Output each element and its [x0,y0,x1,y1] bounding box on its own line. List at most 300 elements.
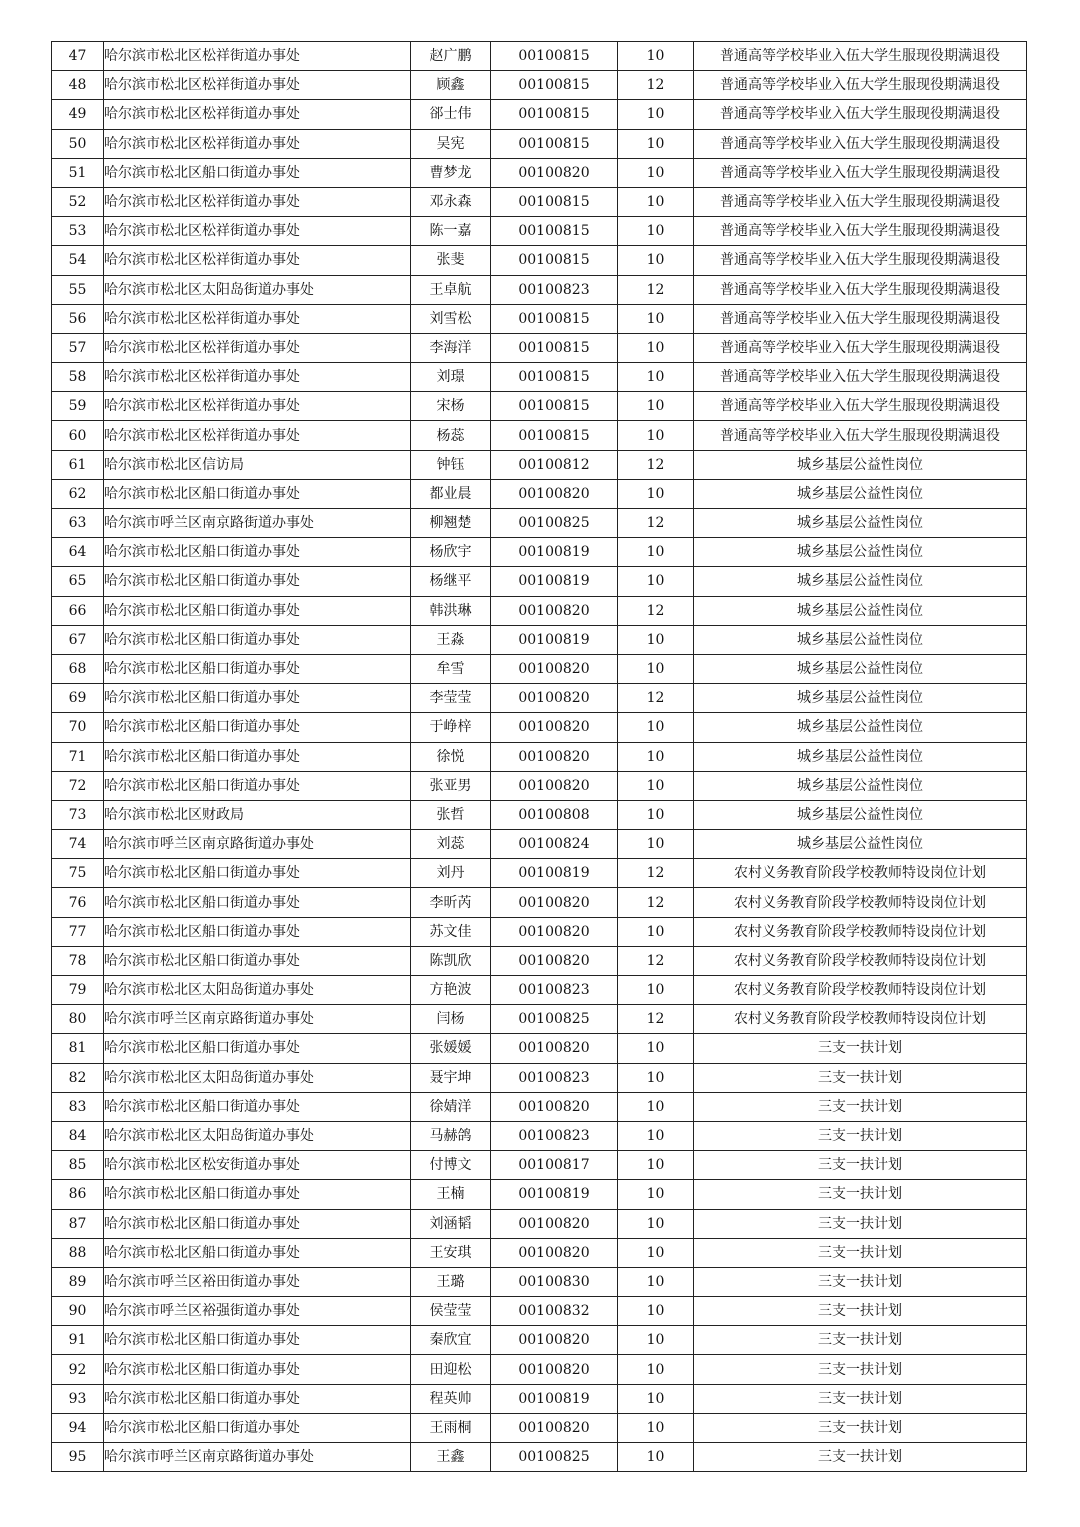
category: 普通高等学校毕业入伍大学生服现役期满退役 [694,304,1027,333]
position-code: 00100820 [491,742,618,771]
category: 城乡基层公益性岗位 [694,567,1027,596]
category: 普通高等学校毕业入伍大学生服现役期满退役 [694,363,1027,392]
row-number: 58 [52,363,104,392]
row-number: 72 [52,771,104,800]
bonus-score: 10 [618,713,694,742]
unit-name: 哈尔滨市松北区太阳岛街道办事处 [104,1121,411,1150]
unit-name: 哈尔滨市松北区松祥街道办事处 [104,71,411,100]
position-code: 00100820 [491,713,618,742]
person-name: 曹梦龙 [411,158,491,187]
row-number: 82 [52,1063,104,1092]
unit-name: 哈尔滨市松北区船口街道办事处 [104,625,411,654]
bonus-score: 10 [618,1326,694,1355]
person-name: 李莹莹 [411,684,491,713]
unit-name: 哈尔滨市松北区船口街道办事处 [104,713,411,742]
bonus-score: 10 [618,742,694,771]
row-number: 68 [52,654,104,683]
bonus-score: 10 [618,1063,694,1092]
person-name: 聂宇坤 [411,1063,491,1092]
person-name: 顾鑫 [411,71,491,100]
bonus-score: 12 [618,946,694,975]
table-row [52,625,1027,654]
category: 三支一扶计划 [694,1180,1027,1209]
row-number: 77 [52,917,104,946]
table-row [52,538,1027,567]
bonus-score: 10 [618,304,694,333]
unit-name: 哈尔滨市松北区松祥街道办事处 [104,304,411,333]
row-number: 84 [52,1121,104,1150]
row-number: 91 [52,1326,104,1355]
table-row [52,392,1027,421]
position-code: 00100832 [491,1297,618,1326]
category: 农村义务教育阶段学校教师特设岗位计划 [694,976,1027,1005]
table-row [52,596,1027,625]
row-number: 69 [52,684,104,713]
bonus-score: 10 [618,771,694,800]
person-name: 王卓航 [411,275,491,304]
bonus-score: 12 [618,71,694,100]
table-row [52,1267,1027,1296]
position-code: 00100815 [491,100,618,129]
position-code: 00100808 [491,800,618,829]
roster-table [51,41,1027,1472]
table-row [52,100,1027,129]
category: 城乡基层公益性岗位 [694,713,1027,742]
unit-name: 哈尔滨市松北区太阳岛街道办事处 [104,1063,411,1092]
table-row [52,42,1027,71]
position-code: 00100820 [491,1238,618,1267]
unit-name: 哈尔滨市松北区船口街道办事处 [104,742,411,771]
bonus-score: 10 [618,100,694,129]
position-code: 00100815 [491,217,618,246]
row-number: 94 [52,1413,104,1442]
person-name: 秦欣宜 [411,1326,491,1355]
person-name: 闫杨 [411,1005,491,1034]
person-name: 徐悦 [411,742,491,771]
position-code: 00100823 [491,1063,618,1092]
person-name: 张哲 [411,800,491,829]
unit-name: 哈尔滨市呼兰区南京路街道办事处 [104,1005,411,1034]
row-number: 52 [52,187,104,216]
unit-name: 哈尔滨市松北区船口街道办事处 [104,859,411,888]
unit-name: 哈尔滨市松北区松祥街道办事处 [104,42,411,71]
row-number: 70 [52,713,104,742]
category: 城乡基层公益性岗位 [694,742,1027,771]
table-row [52,129,1027,158]
person-name: 杨继平 [411,567,491,596]
unit-name: 哈尔滨市呼兰区南京路街道办事处 [104,830,411,859]
bonus-score: 10 [618,654,694,683]
unit-name: 哈尔滨市松北区松安街道办事处 [104,1151,411,1180]
bonus-score: 10 [618,1384,694,1413]
person-name: 于峥梓 [411,713,491,742]
table-row [52,509,1027,538]
category: 城乡基层公益性岗位 [694,684,1027,713]
bonus-score: 10 [618,392,694,421]
row-number: 63 [52,509,104,538]
row-number: 74 [52,830,104,859]
category: 城乡基层公益性岗位 [694,538,1027,567]
bonus-score: 10 [618,246,694,275]
unit-name: 哈尔滨市松北区船口街道办事处 [104,1326,411,1355]
bonus-score: 12 [618,275,694,304]
category: 三支一扶计划 [694,1326,1027,1355]
row-number: 86 [52,1180,104,1209]
unit-name: 哈尔滨市松北区船口街道办事处 [104,917,411,946]
position-code: 00100815 [491,333,618,362]
row-number: 48 [52,71,104,100]
row-number: 62 [52,479,104,508]
row-number: 83 [52,1092,104,1121]
position-code: 00100820 [491,1326,618,1355]
table-row [52,684,1027,713]
unit-name: 哈尔滨市松北区船口街道办事处 [104,1034,411,1063]
category: 普通高等学校毕业入伍大学生服现役期满退役 [694,42,1027,71]
position-code: 00100824 [491,830,618,859]
position-code: 00100820 [491,1034,618,1063]
person-name: 王淼 [411,625,491,654]
person-name: 陈一嘉 [411,217,491,246]
table-row [52,1355,1027,1384]
table-row [52,1034,1027,1063]
bonus-score: 10 [618,567,694,596]
category: 城乡基层公益性岗位 [694,596,1027,625]
bonus-score: 10 [618,1151,694,1180]
position-code: 00100820 [491,1413,618,1442]
unit-name: 哈尔滨市松北区太阳岛街道办事处 [104,275,411,304]
position-code: 00100825 [491,1443,618,1472]
table-row [52,946,1027,975]
person-name: 王雨桐 [411,1413,491,1442]
bonus-score: 10 [618,830,694,859]
table-row [52,859,1027,888]
category: 普通高等学校毕业入伍大学生服现役期满退役 [694,246,1027,275]
unit-name: 哈尔滨市呼兰区裕田街道办事处 [104,1267,411,1296]
category: 三支一扶计划 [694,1092,1027,1121]
person-name: 都业晨 [411,479,491,508]
person-name: 王鑫 [411,1443,491,1472]
category: 农村义务教育阶段学校教师特设岗位计划 [694,859,1027,888]
position-code: 00100815 [491,304,618,333]
bonus-score: 12 [618,1005,694,1034]
bonus-score: 12 [618,596,694,625]
person-name: 张斐 [411,246,491,275]
bonus-score: 10 [618,917,694,946]
row-number: 51 [52,158,104,187]
person-name: 柳翘楚 [411,509,491,538]
row-number: 85 [52,1151,104,1180]
table-row [52,654,1027,683]
table-row [52,800,1027,829]
unit-name: 哈尔滨市松北区船口街道办事处 [104,946,411,975]
unit-name: 哈尔滨市松北区船口街道办事处 [104,684,411,713]
position-code: 00100815 [491,363,618,392]
unit-name: 哈尔滨市松北区松祥街道办事处 [104,217,411,246]
row-number: 78 [52,946,104,975]
position-code: 00100823 [491,275,618,304]
unit-name: 哈尔滨市松北区船口街道办事处 [104,1384,411,1413]
unit-name: 哈尔滨市松北区船口街道办事处 [104,158,411,187]
row-number: 54 [52,246,104,275]
category: 城乡基层公益性岗位 [694,450,1027,479]
person-name: 张亚男 [411,771,491,800]
unit-name: 哈尔滨市呼兰区裕强街道办事处 [104,1297,411,1326]
row-number: 93 [52,1384,104,1413]
position-code: 00100819 [491,859,618,888]
table-row [52,742,1027,771]
table-row [52,713,1027,742]
category: 城乡基层公益性岗位 [694,479,1027,508]
unit-name: 哈尔滨市松北区松祥街道办事处 [104,246,411,275]
bonus-score: 12 [618,859,694,888]
position-code: 00100815 [491,187,618,216]
position-code: 00100817 [491,1151,618,1180]
table-row [52,479,1027,508]
unit-name: 哈尔滨市松北区松祥街道办事处 [104,129,411,158]
person-name: 田迎松 [411,1355,491,1384]
bonus-score: 10 [618,1238,694,1267]
table-row [52,187,1027,216]
category: 城乡基层公益性岗位 [694,509,1027,538]
category: 普通高等学校毕业入伍大学生服现役期满退役 [694,129,1027,158]
row-number: 75 [52,859,104,888]
position-code: 00100815 [491,421,618,450]
category: 三支一扶计划 [694,1063,1027,1092]
table-row [52,1063,1027,1092]
row-number: 88 [52,1238,104,1267]
unit-name: 哈尔滨市松北区松祥街道办事处 [104,333,411,362]
row-number: 59 [52,392,104,421]
category: 城乡基层公益性岗位 [694,771,1027,800]
person-name: 刘蕊 [411,830,491,859]
position-code: 00100815 [491,42,618,71]
unit-name: 哈尔滨市松北区船口街道办事处 [104,1209,411,1238]
person-name: 付博文 [411,1151,491,1180]
row-number: 71 [52,742,104,771]
table-row [52,1180,1027,1209]
position-code: 00100820 [491,1355,618,1384]
bonus-score: 10 [618,1355,694,1384]
category: 三支一扶计划 [694,1209,1027,1238]
table-row [52,1413,1027,1442]
category: 普通高等学校毕业入伍大学生服现役期满退役 [694,217,1027,246]
table-row [52,450,1027,479]
position-code: 00100820 [491,684,618,713]
unit-name: 哈尔滨市呼兰区南京路街道办事处 [104,1443,411,1472]
table-row [52,1443,1027,1472]
row-number: 79 [52,976,104,1005]
position-code: 00100830 [491,1267,618,1296]
bonus-score: 10 [618,333,694,362]
row-number: 50 [52,129,104,158]
table-row [52,976,1027,1005]
table-row [52,917,1027,946]
bonus-score: 12 [618,509,694,538]
position-code: 00100820 [491,1209,618,1238]
bonus-score: 10 [618,217,694,246]
category: 农村义务教育阶段学校教师特设岗位计划 [694,888,1027,917]
position-code: 00100820 [491,596,618,625]
person-name: 赵广鹏 [411,42,491,71]
table-row [52,1297,1027,1326]
bonus-score: 10 [618,421,694,450]
position-code: 00100820 [491,654,618,683]
position-code: 00100823 [491,1121,618,1150]
category: 普通高等学校毕业入伍大学生服现役期满退役 [694,275,1027,304]
category: 城乡基层公益性岗位 [694,654,1027,683]
position-code: 00100820 [491,771,618,800]
bonus-score: 10 [618,1092,694,1121]
table-row [52,304,1027,333]
category: 三支一扶计划 [694,1238,1027,1267]
unit-name: 哈尔滨市松北区船口街道办事处 [104,1180,411,1209]
position-code: 00100820 [491,946,618,975]
person-name: 李海洋 [411,333,491,362]
person-name: 刘丹 [411,859,491,888]
position-code: 00100819 [491,538,618,567]
unit-name: 哈尔滨市松北区船口街道办事处 [104,888,411,917]
roster-table-body [52,42,1027,1472]
person-name: 王璐 [411,1267,491,1296]
category: 农村义务教育阶段学校教师特设岗位计划 [694,917,1027,946]
unit-name: 哈尔滨市松北区船口街道办事处 [104,654,411,683]
bonus-score: 10 [618,1297,694,1326]
bonus-score: 10 [618,800,694,829]
bonus-score: 10 [618,1121,694,1150]
row-number: 95 [52,1443,104,1472]
position-code: 00100823 [491,976,618,1005]
unit-name: 哈尔滨市松北区松祥街道办事处 [104,392,411,421]
position-code: 00100820 [491,917,618,946]
row-number: 61 [52,450,104,479]
bonus-score: 10 [618,42,694,71]
position-code: 00100815 [491,71,618,100]
table-row [52,771,1027,800]
unit-name: 哈尔滨市松北区船口街道办事处 [104,596,411,625]
bonus-score: 10 [618,1034,694,1063]
row-number: 55 [52,275,104,304]
unit-name: 哈尔滨市呼兰区南京路街道办事处 [104,509,411,538]
position-code: 00100815 [491,392,618,421]
table-row [52,1384,1027,1413]
person-name: 杨欣宇 [411,538,491,567]
row-number: 64 [52,538,104,567]
category: 城乡基层公益性岗位 [694,800,1027,829]
unit-name: 哈尔滨市松北区船口街道办事处 [104,479,411,508]
table-row [52,567,1027,596]
unit-name: 哈尔滨市松北区船口街道办事处 [104,771,411,800]
person-name: 杨蕊 [411,421,491,450]
category: 三支一扶计划 [694,1034,1027,1063]
unit-name: 哈尔滨市松北区财政局 [104,800,411,829]
person-name: 王楠 [411,1180,491,1209]
bonus-score: 10 [618,187,694,216]
row-number: 53 [52,217,104,246]
unit-name: 哈尔滨市松北区信访局 [104,450,411,479]
person-name: 邓永森 [411,187,491,216]
position-code: 00100820 [491,1092,618,1121]
unit-name: 哈尔滨市松北区松祥街道办事处 [104,187,411,216]
person-name: 韩洪琳 [411,596,491,625]
category: 三支一扶计划 [694,1413,1027,1442]
bonus-score: 10 [618,1413,694,1442]
category: 普通高等学校毕业入伍大学生服现役期满退役 [694,333,1027,362]
row-number: 47 [52,42,104,71]
bonus-score: 10 [618,1180,694,1209]
person-name: 钟钰 [411,450,491,479]
person-name: 方艳波 [411,976,491,1005]
row-number: 56 [52,304,104,333]
person-name: 徐婧洋 [411,1092,491,1121]
category: 普通高等学校毕业入伍大学生服现役期满退役 [694,421,1027,450]
unit-name: 哈尔滨市松北区太阳岛街道办事处 [104,976,411,1005]
row-number: 49 [52,100,104,129]
position-code: 00100819 [491,567,618,596]
person-name: 陈凯欣 [411,946,491,975]
position-code: 00100812 [491,450,618,479]
bonus-score: 10 [618,1267,694,1296]
person-name: 刘璟 [411,363,491,392]
bonus-score: 10 [618,1443,694,1472]
person-name: 程英帅 [411,1384,491,1413]
position-code: 00100819 [491,625,618,654]
unit-name: 哈尔滨市松北区船口街道办事处 [104,1355,411,1384]
table-row [52,1238,1027,1267]
unit-name: 哈尔滨市松北区船口街道办事处 [104,567,411,596]
person-name: 侯莹莹 [411,1297,491,1326]
table-row [52,1326,1027,1355]
row-number: 89 [52,1267,104,1296]
position-code: 00100825 [491,1005,618,1034]
table-row [52,363,1027,392]
bonus-score: 10 [618,479,694,508]
position-code: 00100820 [491,888,618,917]
position-code: 00100820 [491,479,618,508]
table-row [52,246,1027,275]
table-row [52,1151,1027,1180]
unit-name: 哈尔滨市松北区松祥街道办事处 [104,100,411,129]
person-name: 马赫鸽 [411,1121,491,1150]
unit-name: 哈尔滨市松北区松祥街道办事处 [104,421,411,450]
bonus-score: 10 [618,363,694,392]
row-number: 73 [52,800,104,829]
person-name: 郤士伟 [411,100,491,129]
bonus-score: 10 [618,129,694,158]
table-row [52,421,1027,450]
table-row [52,1005,1027,1034]
person-name: 苏文佳 [411,917,491,946]
position-code: 00100815 [491,246,618,275]
table-row [52,217,1027,246]
person-name: 张媛媛 [411,1034,491,1063]
table-row [52,71,1027,100]
unit-name: 哈尔滨市松北区船口街道办事处 [104,538,411,567]
row-number: 67 [52,625,104,654]
row-number: 87 [52,1209,104,1238]
person-name: 牟雪 [411,654,491,683]
unit-name: 哈尔滨市松北区船口街道办事处 [104,1092,411,1121]
table-row [52,888,1027,917]
category: 普通高等学校毕业入伍大学生服现役期满退役 [694,392,1027,421]
category: 农村义务教育阶段学校教师特设岗位计划 [694,946,1027,975]
category: 三支一扶计划 [694,1355,1027,1384]
person-name: 宋杨 [411,392,491,421]
bonus-score: 12 [618,450,694,479]
person-name: 吴宪 [411,129,491,158]
category: 普通高等学校毕业入伍大学生服现役期满退役 [694,187,1027,216]
person-name: 王安琪 [411,1238,491,1267]
bonus-score: 10 [618,538,694,567]
